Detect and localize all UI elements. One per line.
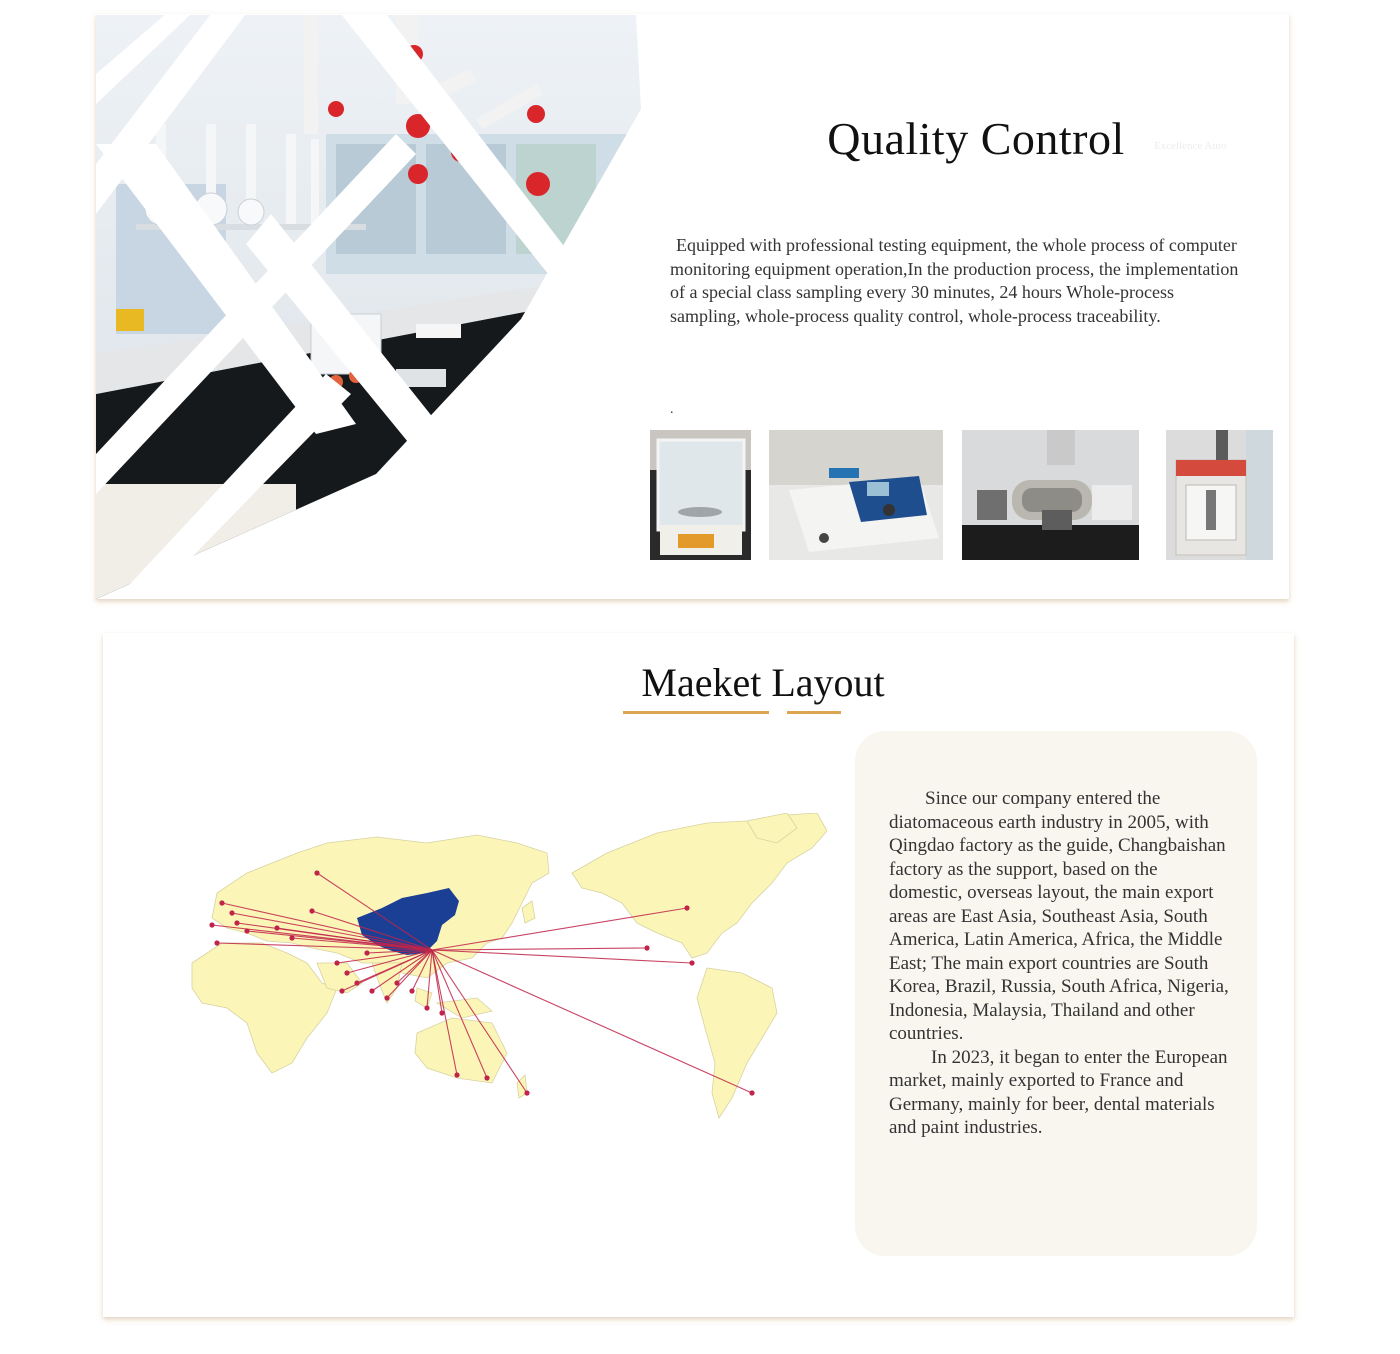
world-export-map [187, 813, 827, 1133]
export-destination-dot [314, 870, 319, 875]
powder-tester-photo [1166, 430, 1273, 560]
export-destination-dot [244, 928, 249, 933]
title-underline-left [623, 711, 769, 714]
analytical-balance-photo [650, 430, 751, 560]
export-destination-dot [644, 945, 649, 950]
export-destination-dot [309, 908, 314, 913]
spectrophotometer-photo [769, 430, 943, 560]
laboratory-photo-collage [96, 14, 656, 599]
export-destination-dot [749, 1090, 754, 1095]
export-destination-dot [209, 922, 214, 927]
world-landmass [192, 813, 827, 1118]
export-destination-dot [454, 1072, 459, 1077]
export-destination-dot [384, 995, 389, 1000]
export-destination-dot [234, 920, 239, 925]
market-description-box [855, 731, 1257, 1256]
market-description [889, 787, 1229, 1140]
quality-control-section [96, 14, 1289, 599]
export-destination-dot [689, 960, 694, 965]
export-destination-dot [409, 988, 414, 993]
export-destination-dot [274, 925, 279, 930]
export-destination-dot [684, 905, 689, 910]
export-destination-dot [364, 950, 369, 955]
title-underline-right [787, 711, 841, 714]
export-destination-dot [214, 940, 219, 945]
export-destination-dot [334, 960, 339, 965]
market-layout-title: Maeket Layout [641, 660, 885, 705]
export-destination-dot [394, 980, 399, 985]
export-destination-dot [289, 935, 294, 940]
quality-control-description: Equipped with professional testing equipment, the whole process of computer monitoring equipment operation,In the production process, the implementation of a special class sampling every 30 minutes, 24 hours Whole-process sampling, whole-process quality control, whole-process traceability. [670, 235, 1239, 326]
testing-instrument-photo [962, 430, 1139, 560]
export-destination-dot [424, 1005, 429, 1010]
market-layout-section [103, 633, 1294, 1317]
export-destination-dot [219, 900, 224, 905]
export-destination-dot [439, 1010, 444, 1015]
export-destination-dot [344, 970, 349, 975]
export-destination-dot [484, 1075, 489, 1080]
export-destination-dot [229, 910, 234, 915]
market-paragraph-1: Since our company entered the diatomaceous earth industry in 2005, with Qingdao factory as the guide, Changbaishan factory as the support, based on the domestic, overseas layout, the main export areas are East Asia, Southeast Asia, South America, Latin America, Africa, the Middle East; The main export countries are South Korea, Brazil, Russia, South Africa, Nigeria, Indonesia, Malaysia, Thailand and other countries. [889, 788, 1229, 1044]
market-paragraph-2: In 2023, it began to enter the European market, mainly exported to France and Germany, mainly for beer, dental materials and paint industries. [889, 1046, 1228, 1138]
export-destination-dot [339, 988, 344, 993]
stray-dot: . [670, 402, 674, 417]
quality-control-title: Quality Control [827, 113, 1125, 164]
export-destination-dot [354, 980, 359, 985]
export-destination-dot [524, 1090, 529, 1095]
export-destination-dot [369, 988, 374, 993]
quality-control-subtitle: Excellence Auto [1154, 140, 1227, 152]
